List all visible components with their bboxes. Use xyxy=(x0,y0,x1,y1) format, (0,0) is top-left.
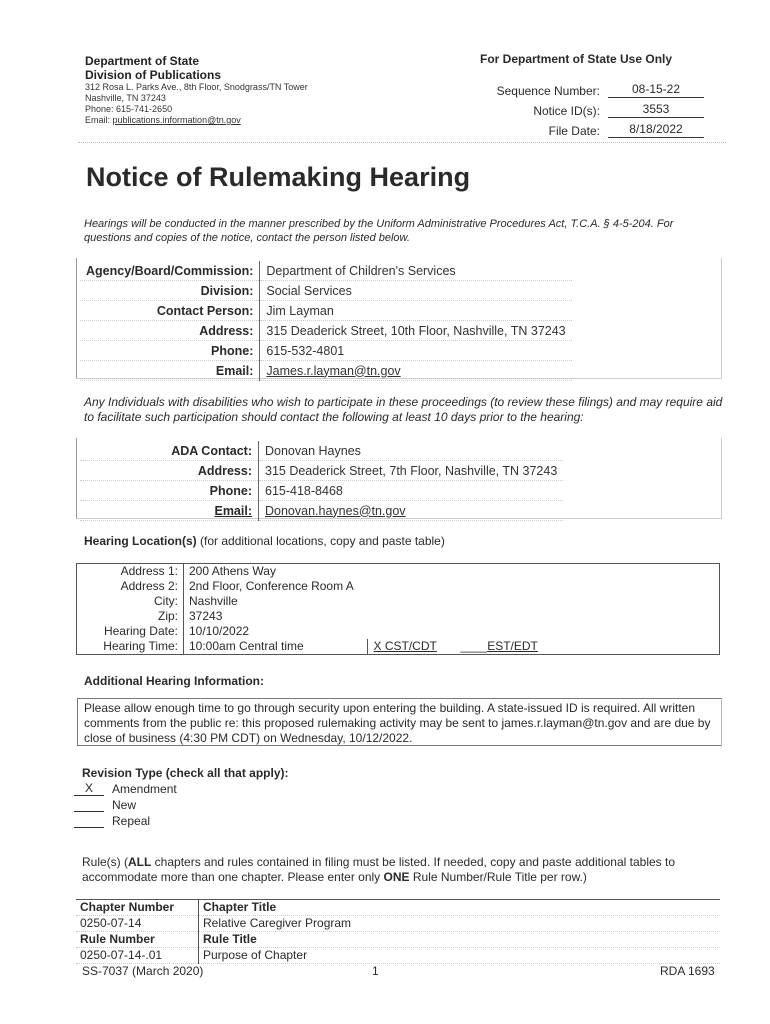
location-value: 10/10/2022 xyxy=(189,624,250,638)
ada-label: ADA Contact: xyxy=(80,441,259,461)
location-label: Address 1: xyxy=(77,564,184,580)
agency-value: 315 Deaderick Street, 10th Floor, Nashville, TN 37243 xyxy=(260,321,572,341)
revision-checkbox[interactable]: X xyxy=(74,781,104,796)
ada-label: Address: xyxy=(80,461,259,481)
agency-row xyxy=(80,321,572,341)
location-value: 200 Athens Way xyxy=(189,564,276,578)
agency-label: Phone: xyxy=(80,341,260,361)
rda-number: RDA 1693 xyxy=(660,964,715,978)
use-only-label: Sequence Number: xyxy=(496,84,600,98)
intro-text: Hearings will be conducted in the manner prescribed by the Uniform Administrative Procedures Act, T.C.A. § 4-5-204. For questions and copies of the notice, contact the person listed below. xyxy=(84,218,674,244)
ada-row xyxy=(80,481,563,501)
timezone-est-option[interactable]: EST/EDT xyxy=(487,639,538,653)
location-label: City: xyxy=(77,594,184,609)
rules-cell: Relative Caregiver Program xyxy=(199,916,721,932)
file-date-row xyxy=(470,118,720,138)
use-only-title: For Department of State Use Only xyxy=(480,52,673,66)
location-row xyxy=(77,609,720,624)
use-only-label: Notice ID(s): xyxy=(533,104,600,118)
rules-note-emphasis: ONE xyxy=(383,870,410,884)
rules-header-row xyxy=(76,932,720,948)
location-row xyxy=(77,624,720,639)
use-only-label: File Date: xyxy=(548,124,600,138)
rules-note-text: Rule Number/Rule Title per row.) xyxy=(409,870,587,884)
revision-heading: Revision Type (check all that apply): xyxy=(82,766,289,780)
use-only-block xyxy=(470,52,720,138)
location-label: Address 2: xyxy=(77,579,184,594)
ada-table xyxy=(80,441,563,521)
revision-label: New xyxy=(112,798,137,812)
agency-value: 615-532-4801 xyxy=(260,341,572,361)
dos-email-link[interactable]: publications.information@tn.gov xyxy=(112,115,241,125)
dos-address: 312 Rosa L. Parks Ave., 8th Floor, Snodgrass/TN Tower xyxy=(85,82,308,92)
agency-label: Division: xyxy=(80,281,260,301)
hearing-location-table xyxy=(76,563,720,655)
location-label: Hearing Date: xyxy=(77,624,184,639)
ada-label: Phone: xyxy=(80,481,259,501)
agency-value: Department of Children's Services xyxy=(260,261,572,281)
agency-value: Social Services xyxy=(260,281,572,301)
timezone-cst xyxy=(367,639,437,654)
additional-info-box: Please allow enough time to go through security upon entering the building. A state-issued ID is required. All written comments from the public re: this proposed rulemaking activity may be sent to james.r.layman@tn.gov and are due by close of business (4:30 PM CDT) on Wednesday, 10/12/2022. xyxy=(77,698,722,746)
agency-row xyxy=(80,361,572,381)
dos-phone: Phone: 615-741-2650 xyxy=(85,104,173,114)
rules-header-row xyxy=(76,900,720,916)
revision-item xyxy=(74,781,289,797)
ada-email-link[interactable]: Donovan.haynes@tn.gov xyxy=(259,501,564,521)
revision-item xyxy=(74,797,289,813)
agency-row xyxy=(80,341,572,361)
ada-instructions: Any Individuals with disabilities who wish to participate in these proceedings (to review these filings) and may require aid to facilitate such participation should contact the following at least 10 days prior to the hearing: xyxy=(84,395,723,424)
revision-checkbox[interactable] xyxy=(74,813,104,828)
hearing-heading-text: Hearing Location(s) xyxy=(84,534,197,548)
agency-row xyxy=(80,261,572,281)
ada-row xyxy=(80,501,563,521)
agency-row xyxy=(80,281,572,301)
location-value: Nashville xyxy=(189,594,238,608)
agency-label: Contact Person: xyxy=(80,301,260,321)
agency-email-link[interactable]: James.r.layman@tn.gov xyxy=(260,361,572,381)
sequence-number-row xyxy=(470,78,720,98)
hearing-time-value: 10:00am Central time xyxy=(189,639,304,653)
location-value: 37243 xyxy=(189,609,223,623)
use-only-value: 08-15-22 xyxy=(608,82,704,98)
rules-note-text: Rule(s) ( xyxy=(82,855,129,869)
ada-value: Donovan Haynes xyxy=(259,441,564,461)
dos-contact-block xyxy=(85,54,445,126)
revision-label: Repeal xyxy=(112,814,151,828)
rules-cell: Chapter Number xyxy=(76,900,199,916)
page-title: Notice of Rulemaking Hearing xyxy=(86,162,471,192)
location-row xyxy=(77,564,720,580)
rules-cell: 0250-07-14-.01 xyxy=(76,948,199,964)
location-row xyxy=(77,639,720,655)
ada-row xyxy=(80,461,563,481)
dept-name: Department of State xyxy=(85,54,200,68)
rules-cell: Purpose of Chapter xyxy=(199,948,721,964)
revision-item xyxy=(74,813,289,829)
rules-table xyxy=(76,899,720,964)
agency-label: Address: xyxy=(80,321,260,341)
rules-note-emphasis: ALL xyxy=(128,855,152,869)
header-divider xyxy=(78,142,726,143)
ada-row xyxy=(80,441,563,461)
revision-label: Amendment xyxy=(112,782,177,796)
form-number: SS-7037 (March 2020) xyxy=(82,964,204,978)
hearing-heading-note: (for additional locations, copy and paste table) xyxy=(196,534,445,548)
ada-value: 615-418-8468 xyxy=(259,481,564,501)
agency-value: Jim Layman xyxy=(260,301,572,321)
location-label: Zip: xyxy=(77,609,184,624)
location-value: 2nd Floor, Conference Room A xyxy=(189,579,354,593)
dos-email-line xyxy=(85,115,445,126)
ada-value: 315 Deaderick Street, 7th Floor, Nashville, TN 37243 xyxy=(259,461,564,481)
agency-label: Agency/Board/Commission: xyxy=(80,261,260,281)
timezone-cst-option[interactable]: X CST/CDT xyxy=(373,639,437,653)
agency-label: Email: xyxy=(80,361,260,381)
revision-type-block xyxy=(82,765,289,829)
hearing-location-heading xyxy=(84,534,445,548)
use-only-value: 3553 xyxy=(608,102,704,118)
location-row xyxy=(77,579,720,594)
timezone-est: ____EST/EDT xyxy=(460,639,538,653)
agency-row xyxy=(80,301,572,321)
rules-cell: 0250-07-14 xyxy=(76,916,199,932)
location-value xyxy=(184,639,720,655)
rules-cell: Rule Title xyxy=(199,932,721,948)
location-row xyxy=(77,594,720,609)
use-only-value: 8/18/2022 xyxy=(608,122,704,138)
additional-info-heading: Additional Hearing Information: xyxy=(84,674,264,688)
location-label: Hearing Time: xyxy=(77,639,184,655)
rules-row xyxy=(76,948,720,964)
agency-table xyxy=(80,261,572,381)
rules-note-text: chapters and rules contained in filing must be listed. If needed, copy and paste additional tables to accommodate more than one chapter. Please enter only xyxy=(82,855,676,884)
division-name: Division of Publications xyxy=(85,68,222,82)
rules-row xyxy=(76,916,720,932)
rules-cell: Chapter Title xyxy=(199,900,721,916)
ada-label: Email: xyxy=(80,501,259,521)
page-number: 1 xyxy=(372,964,379,978)
rules-cell: Rule Number xyxy=(76,932,199,948)
revision-checkbox[interactable] xyxy=(74,797,104,812)
dos-city: Nashville, TN 37243 xyxy=(85,93,166,103)
rules-instructions xyxy=(82,855,722,885)
notice-id-row xyxy=(470,98,720,118)
dos-email-label: Email: xyxy=(85,115,113,125)
